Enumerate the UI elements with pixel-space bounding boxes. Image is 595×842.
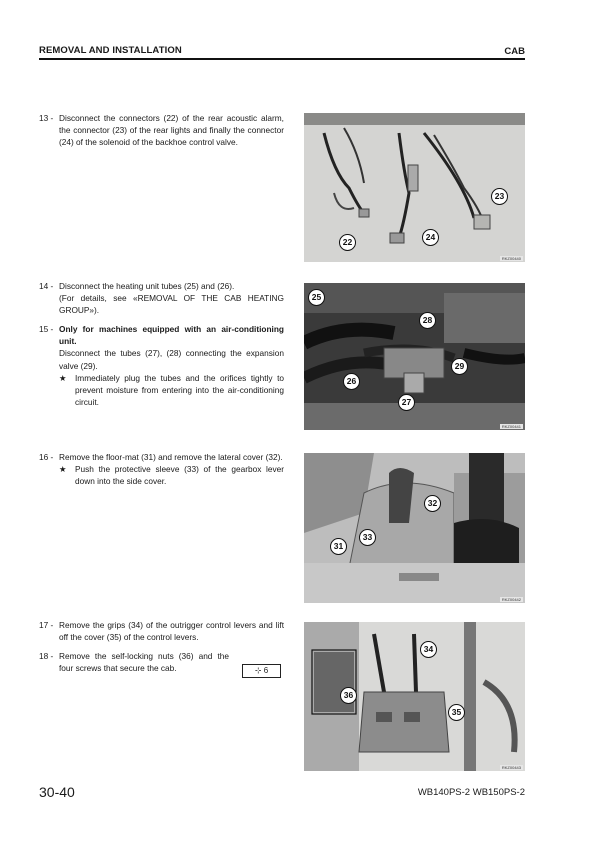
star-icon: ★	[59, 372, 67, 383]
section-title: REMOVAL AND INSTALLATION	[39, 45, 182, 56]
photo-code: RKZ00442	[501, 597, 521, 602]
callout-31: 31	[330, 538, 347, 555]
callout-23: 23	[491, 188, 508, 205]
callout-24: 24	[422, 229, 439, 246]
callout-35: 35	[448, 704, 465, 721]
callout-29: 29	[451, 358, 468, 375]
callout-33: 33	[359, 529, 376, 546]
callout-27: 27	[398, 394, 415, 411]
photo-code: RKZ00440	[501, 256, 521, 261]
step-number: 16 -	[39, 452, 54, 462]
callout-25: 25	[308, 289, 325, 306]
step-14	[39, 280, 284, 317]
callout-36: 36	[340, 687, 357, 704]
photo-lateral-cover	[304, 453, 525, 603]
photo-outrigger-levers-image	[304, 622, 525, 771]
step-number: 15 -	[39, 324, 54, 334]
callout-32: 32	[424, 495, 441, 512]
callout-34: 34	[420, 641, 437, 658]
note-text: Immediately plug the tubes and the orifices tightly to prevent moisture from entering into the air-conditioning circuit.	[75, 372, 284, 408]
step-number: 14 -	[39, 281, 54, 291]
chapter-title: CAB	[504, 46, 525, 57]
step-number: 13 -	[39, 113, 54, 123]
step-bold-text: Only for machines equipped with an air-conditioning unit.	[59, 324, 284, 347]
page-number: 30-40	[39, 784, 75, 800]
model-names: WB140PS-2 WB150PS-2	[417, 787, 525, 798]
step-text: Disconnect the tubes (27), (28) connecting the expansion valve (29).	[59, 348, 284, 371]
step-note	[59, 463, 284, 487]
photo-code: RKZ00443	[501, 765, 521, 770]
photo-heating-tubes-image	[304, 283, 525, 430]
step-note	[59, 372, 284, 409]
step-18	[39, 650, 284, 674]
step-13	[39, 112, 284, 149]
photo-connectors	[304, 113, 525, 262]
note-text: Push the protective sleeve (33) of the gearbox lever down into the side cover.	[75, 464, 284, 487]
callout-26: 26	[343, 373, 360, 390]
photo-outrigger-levers	[304, 622, 525, 771]
photo-connectors-image	[304, 113, 525, 262]
photo-heating-tubes	[304, 283, 525, 430]
callout-22: 22	[339, 234, 356, 251]
step-15	[39, 323, 284, 408]
step-text: Disconnect the connectors (22) of the rear acoustic alarm, the connector (23) of the rear lights and finally the connector (24) of the solenoid of the backhoe control valve.	[59, 113, 284, 148]
step-text: Disconnect the heating unit tubes (25) and (26).	[59, 281, 235, 291]
step-text: Remove the grips (34) of the outrigger control levers and lift off the cover (35) of the control levers.	[59, 620, 284, 643]
photo-code: RKZ00441	[501, 424, 521, 429]
step-number: 18 -	[39, 651, 54, 661]
step-number: 17 -	[39, 620, 54, 630]
step-16	[39, 451, 284, 488]
photo-lateral-cover-image	[304, 453, 525, 603]
callout-28: 28	[419, 312, 436, 329]
step-text: Remove the self-locking nuts (36) and the four screws that secure the cab.	[59, 651, 229, 674]
step-17	[39, 619, 284, 643]
header-rule	[39, 58, 525, 60]
torque-reference-icon: ⊹ 6	[242, 664, 281, 678]
star-icon: ★	[59, 464, 67, 475]
step-text: Remove the floor-mat (31) and remove the lateral cover (32).	[59, 452, 283, 462]
step-subtext: (For details, see «REMOVAL OF THE CAB HEATING GROUP»).	[59, 293, 284, 316]
